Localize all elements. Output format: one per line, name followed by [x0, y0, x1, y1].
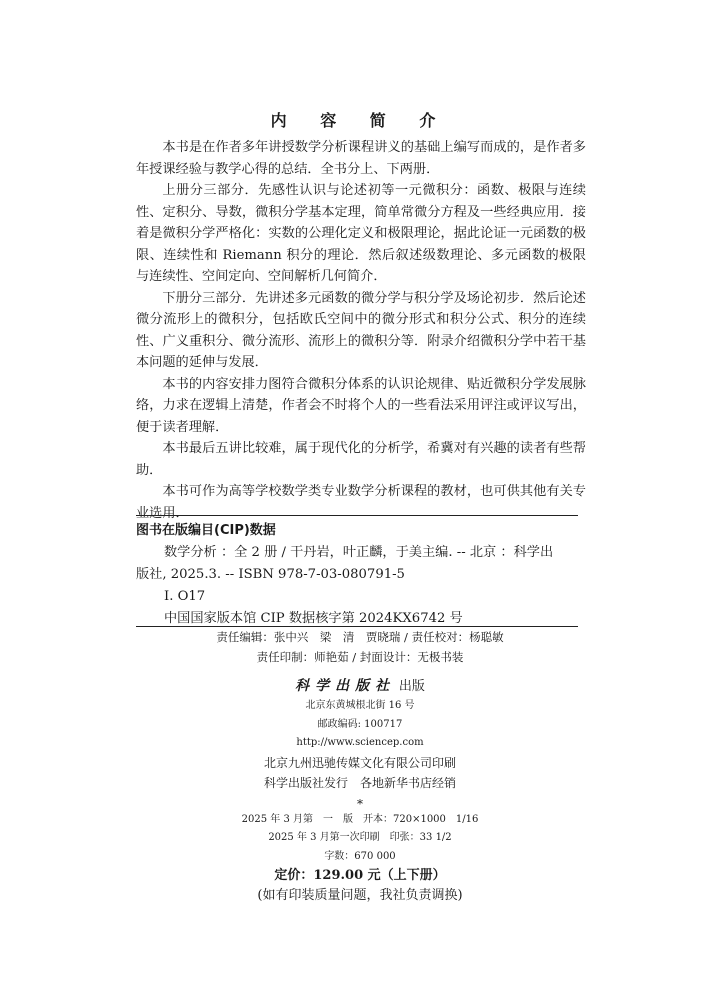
distributor-line: 科学出版社发行 各地新华书店经销	[263, 775, 456, 790]
separator-star: *	[357, 796, 363, 811]
cip-line: 版社, 2025.3. -- ISBN 978-7-03-080791-5	[136, 567, 405, 582]
publisher-postcode: 邮政编码: 100717	[317, 718, 403, 730]
cip-line: I. O17	[164, 589, 206, 604]
publisher-website: http://www.sciencep.com	[296, 737, 424, 748]
credits-block	[0, 627, 720, 667]
editor-credits: 责任编辑：张中兴 梁 清 贾晓瑞 / 责任校对：杨聪敏	[216, 630, 504, 644]
publisher-logo-suffix: 出版	[398, 679, 425, 694]
cip-heading: 图书在版编目(CIP)数据	[136, 523, 276, 538]
introduction-section	[136, 137, 586, 524]
cip-line: 中国国家版本馆 CIP 数据核字第 2024KX6742 号	[164, 611, 463, 626]
divider-top	[136, 515, 578, 516]
production-credits: 责任印制：师艳茹 / 封面设计：无极书装	[256, 650, 464, 664]
page-title: 内 容 简 介	[270, 111, 450, 130]
intro-paragraph: 下册分三部分．先讲述多元函数的微分学与积分学及场论初步．然后论述微分流形上的微积分，包括欧氏空间中的微分形式和积分公式、积分的连续性、广义重积分、微分流形、流形上的微积分等．附录介绍微积分学中若干基本问题的延伸与发展．	[136, 290, 586, 370]
quality-note: (如有印装质量问题，我社负责调换)	[257, 888, 463, 903]
cip-data-block	[136, 520, 586, 630]
intro-paragraph: 本书最后五讲比较难，属于现代化的分析学，希冀对有兴趣的读者有些帮助．	[136, 441, 586, 478]
intro-paragraph: 上册分三部分．先感性认识与论述初等一元微积分：函数、极限与连续性、定积分、导数，微积分学基本定理，简单常微分方程及一些经典应用．接着是微积分学严格化：实数的公理化定义和极限理论，据此论证一元函数的极限、连续性和 Riemann 积分的理论．然后叙述级数理论、多元函数的极限与连续性、空间定向、空间解析几何简介．	[136, 183, 586, 284]
publisher-logo: 科学出版社	[295, 678, 396, 694]
printing-line: 2025 年 3 月第一次印刷 印张：33 1/2	[268, 832, 452, 843]
cip-line: 数学分析 ：全 2 册 / 干丹岩，叶正麟，于美主编. -- 北京 ：科学出	[164, 545, 554, 560]
publisher-block	[0, 676, 720, 906]
printer-line: 北京九州迅驰传媒文化有限公司印刷	[263, 755, 456, 770]
edition-line: 2025 年 3 月第 一 版 开本：720×1000 1/16	[241, 813, 479, 825]
intro-paragraph: 本书可作为高等学校数学类专业数学分析课程的教材，也可供其他有关专业选用．	[136, 484, 586, 521]
publisher-address: 北京东黄城根北街 16 号	[305, 700, 415, 711]
intro-paragraph: 本书是在作者多年讲授数学分析课程讲义的基础上编写而成的，是作者多年授课经验与教学心得的总结．全书分上、下两册．	[136, 140, 586, 177]
word-count: 字数：670 000	[324, 850, 396, 862]
intro-paragraph: 本书的内容安排力图符合微积分体系的认识论规律、贴近微积分学发展脉络，力求在逻辑上清楚，作者会不时将个人的一些看法采用评注或评议写出，便于读者理解．	[136, 376, 586, 435]
price-line: 定价：129.00 元（上下册）	[274, 868, 446, 883]
